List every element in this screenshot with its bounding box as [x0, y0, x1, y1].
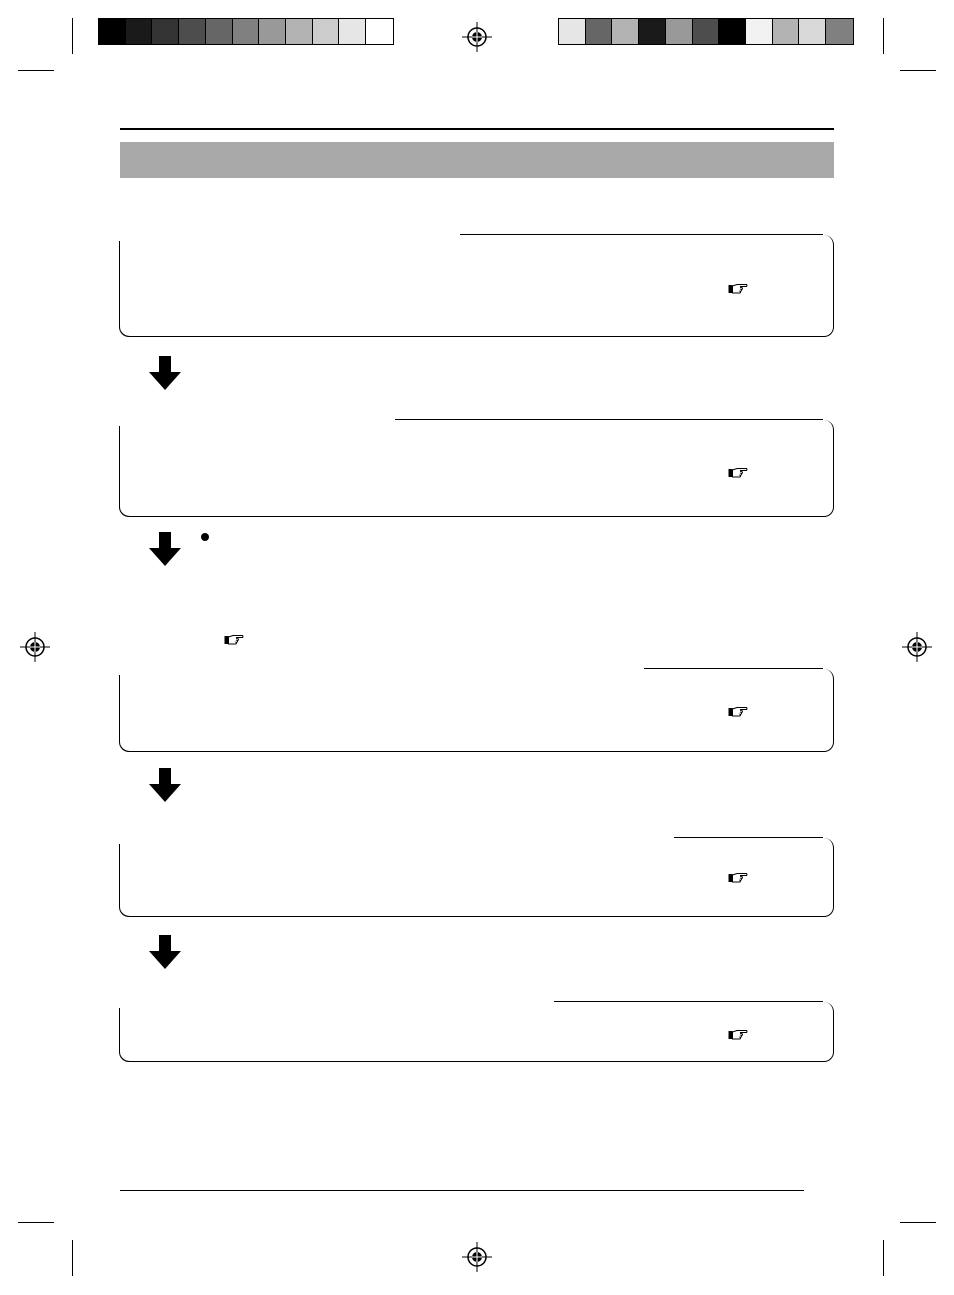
footer-rule [120, 1190, 804, 1191]
pointing-hand-icon [728, 283, 748, 295]
color-swatch [286, 19, 313, 44]
color-swatch [559, 19, 586, 44]
crop-mark [883, 18, 884, 54]
registration-mark-icon [902, 632, 932, 662]
color-swatch [313, 19, 340, 44]
crop-mark [883, 1240, 884, 1276]
color-swatch [99, 19, 126, 44]
color-swatch [152, 19, 179, 44]
color-swatch [366, 19, 393, 44]
pointing-hand-icon [224, 634, 244, 646]
color-swatch [773, 19, 800, 44]
step-box-5 [120, 1002, 834, 1062]
color-calibration-bar-left [98, 18, 394, 45]
color-swatch [799, 19, 826, 44]
step-box-4 [120, 838, 834, 917]
color-swatch [259, 19, 286, 44]
registration-mark-icon [20, 632, 50, 662]
color-swatch [339, 19, 366, 44]
crop-mark [18, 70, 54, 71]
crop-mark [72, 18, 73, 54]
color-calibration-bar-right [558, 18, 854, 45]
down-arrow-icon [149, 532, 181, 566]
color-swatch [206, 19, 233, 44]
step-box-2 [120, 420, 834, 517]
down-arrow-icon [149, 935, 181, 969]
crop-mark [72, 1240, 73, 1276]
note-bullet [201, 533, 209, 541]
registration-mark-icon [462, 1242, 492, 1272]
color-swatch [666, 19, 693, 44]
pointing-hand-icon [728, 706, 748, 718]
down-arrow-icon [149, 356, 181, 390]
color-swatch [612, 19, 639, 44]
color-swatch [126, 19, 153, 44]
crop-mark [900, 70, 936, 71]
section-title-band [120, 142, 834, 178]
down-arrow-icon [149, 768, 181, 802]
pointing-hand-icon [728, 467, 748, 479]
pointing-hand-icon [728, 1029, 748, 1041]
crop-mark [18, 1222, 54, 1223]
step-box-3 [120, 669, 834, 752]
color-swatch [179, 19, 206, 44]
color-swatch [233, 19, 260, 44]
color-swatch [826, 19, 853, 44]
color-swatch [693, 19, 720, 44]
color-swatch [746, 19, 773, 44]
color-swatch [586, 19, 613, 44]
registration-mark-icon [462, 22, 492, 52]
header-rule [120, 128, 834, 130]
color-swatch [719, 19, 746, 44]
pointing-hand-icon [728, 872, 748, 884]
crop-mark [900, 1222, 936, 1223]
color-swatch [639, 19, 666, 44]
step-box-1 [120, 235, 834, 337]
